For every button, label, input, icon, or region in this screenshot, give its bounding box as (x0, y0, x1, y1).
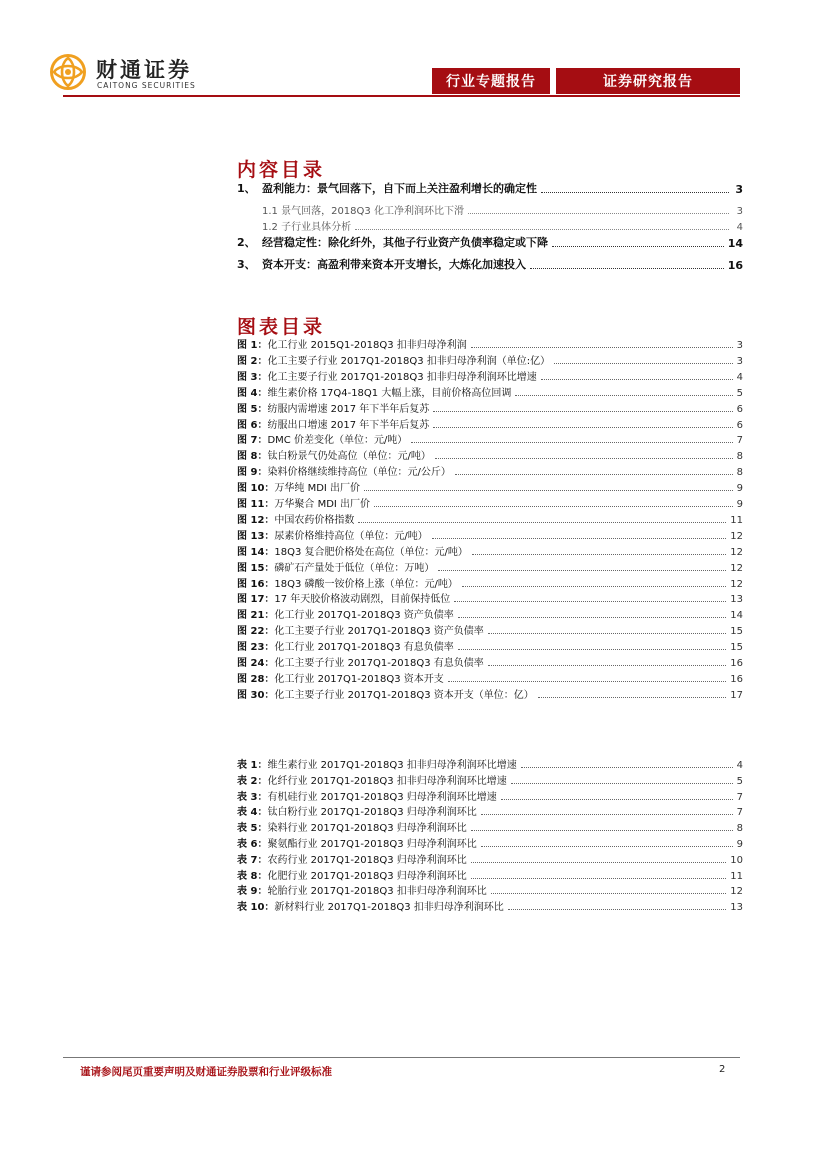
toc-title: 内容目录 (237, 159, 326, 181)
toc-item[interactable] (237, 234, 743, 250)
list-item[interactable] (237, 773, 743, 787)
item-label: 图 2： (237, 355, 268, 367)
item-label: 图 4： (237, 387, 268, 399)
item-page: 16 (730, 658, 743, 669)
list-leader (458, 649, 727, 650)
toc-item-page: 4 (736, 222, 743, 233)
list-item[interactable] (237, 836, 743, 850)
item-title: 农药行业 2017Q1-2018Q3 归母净利润环比 (267, 854, 467, 866)
item-label: 表 7： (237, 854, 268, 866)
item-page: 9 (736, 839, 743, 850)
header-tags (432, 68, 740, 94)
item-page: 15 (730, 642, 743, 654)
item-label: 图 8： (237, 451, 268, 463)
list-leader (448, 681, 727, 682)
list-item[interactable] (237, 607, 743, 621)
item-title: DMC 价差变化（单位：元/吨） (267, 435, 408, 447)
list-leader (471, 347, 733, 348)
item-title: 化工主要子行业 2017Q1-2018Q3 资本开支（单位：亿） (274, 689, 534, 701)
list-leader (511, 783, 733, 784)
item-page: 12 (730, 886, 743, 898)
toc-item-page: 3 (736, 206, 743, 217)
list-leader (515, 395, 732, 396)
list-leader (454, 601, 726, 602)
list-leader (435, 458, 733, 459)
list-item[interactable] (237, 639, 743, 653)
toc-item-text: 资本开支：高盈利带来资本开支增长，大炼化加速投入 (262, 258, 526, 271)
item-page: 9 (736, 483, 743, 495)
list-leader (508, 909, 727, 910)
list-leader (455, 474, 733, 475)
toc-item-number: 1、 (237, 182, 256, 195)
item-page: 7 (736, 435, 743, 447)
list-leader (538, 697, 727, 698)
list-item[interactable] (237, 789, 743, 803)
list-item[interactable] (237, 401, 743, 415)
list-leader (491, 893, 726, 894)
item-title: 有机硅行业 2017Q1-2018Q3 归母净利润环比增速 (267, 791, 497, 803)
item-label: 图 7： (237, 435, 268, 447)
report-type-tag: 行业专题报告 (432, 68, 550, 94)
item-page: 12 (730, 562, 743, 574)
list-item[interactable] (237, 512, 743, 526)
item-title: 化工行业 2017Q1-2018Q3 资本开支 (274, 673, 444, 685)
item-title: 钛白粉景气仍处高位（单位：元/吨） (267, 451, 431, 463)
item-label: 图 17： (237, 594, 275, 606)
item-label: 图 9： (237, 467, 268, 479)
list-item[interactable] (237, 576, 743, 590)
toc-item-text: 1.2 子行业具体分析 (262, 222, 352, 233)
item-label: 表 4： (237, 807, 268, 819)
item-label: 图 3： (237, 371, 268, 383)
footer-disclaimer: 谨请参阅尾页重要声明及财通证券股票和行业评级标准 (80, 1066, 332, 1078)
caitong-logo-icon (50, 54, 86, 90)
item-page: 13 (730, 902, 743, 914)
list-item[interactable] (237, 464, 743, 478)
item-page: 4 (736, 760, 743, 771)
item-label: 图 14： (237, 546, 275, 558)
list-leader (481, 846, 733, 847)
item-page: 8 (736, 823, 743, 835)
item-label: 表 2： (237, 775, 268, 787)
list-leader (471, 878, 726, 879)
item-title: 维生素价格 17Q4-18Q1 大幅上涨，目前价格高位回调 (267, 387, 512, 399)
toc-item-text: 盈利能力：景气回落下，自下而上关注盈利增长的确定性 (262, 182, 537, 195)
list-item[interactable] (237, 655, 743, 669)
logo-chinese-name: 财通证券 (96, 57, 192, 82)
list-item[interactable] (237, 337, 743, 351)
item-label: 表 9： (237, 886, 268, 898)
toc-leader (541, 192, 729, 193)
item-title: 化工主要子行业 2017Q1-2018Q3 资产负债率 (274, 626, 484, 638)
list-leader (433, 411, 732, 412)
list-leader (462, 586, 726, 587)
list-leader (472, 554, 726, 555)
item-label: 图 24： (237, 658, 275, 669)
item-label: 表 8： (237, 870, 268, 882)
item-label: 图 28： (237, 673, 275, 685)
item-title: 化纤行业 2017Q1-2018Q3 扣非归母净利润环比增速 (267, 775, 507, 787)
toc-item-text: 1.1 景气回落，2018Q3 化工净利润环比下滑 (262, 206, 464, 217)
item-title: 磷矿石产量处于低位（单位：万吨） (274, 562, 435, 574)
item-title: 新材料行业 2017Q1-2018Q3 扣非归母净利润环比 (274, 902, 504, 914)
toc-leader (530, 268, 724, 269)
list-item[interactable] (237, 369, 743, 383)
item-label: 图 6： (237, 419, 268, 431)
item-title: 化工主要子行业 2017Q1-2018Q3 扣非归母净利润（单位:亿） (267, 355, 551, 367)
header-divider (63, 95, 740, 97)
list-item[interactable] (237, 852, 743, 866)
list-item[interactable] (237, 883, 743, 897)
toc-item[interactable] (237, 256, 743, 272)
item-label: 表 6： (237, 839, 268, 850)
item-label: 表 10： (237, 902, 275, 914)
list-item[interactable] (237, 353, 743, 367)
list-leader (554, 363, 732, 364)
list-item[interactable] (237, 417, 743, 431)
page-number: 2 (719, 1064, 726, 1075)
item-title: 化工主要子行业 2017Q1-2018Q3 有息负债率 (274, 658, 484, 669)
list-item[interactable] (237, 868, 743, 882)
item-title: 尿素价格维持高位（单位：元/吨） (274, 530, 428, 542)
list-leader (488, 665, 727, 666)
list-item[interactable] (237, 496, 743, 510)
toc-leader (552, 246, 724, 247)
item-page: 13 (730, 594, 743, 606)
list-leader (501, 799, 733, 800)
toc-item-page: 14 (727, 237, 743, 250)
item-page: 9 (736, 499, 743, 510)
item-label: 表 5： (237, 823, 268, 835)
list-item[interactable] (237, 757, 743, 771)
item-title: 万华纯 MDI 出厂价 (274, 483, 361, 495)
item-title: 染料价格继续维持高位（单位：元/公斤） (267, 467, 451, 479)
item-page: 11 (730, 514, 743, 526)
list-item[interactable] (237, 448, 743, 462)
item-page: 17 (730, 689, 743, 701)
item-page: 5 (736, 775, 743, 787)
item-label: 图 23： (237, 642, 275, 654)
list-item[interactable] (237, 671, 743, 685)
item-label: 图 5： (237, 403, 268, 415)
item-label: 图 16： (237, 578, 275, 590)
list-item[interactable] (237, 528, 743, 542)
list-item[interactable] (237, 687, 743, 701)
item-label: 图 30： (237, 689, 275, 701)
toc-item-number: 2、 (237, 236, 256, 249)
list-leader (411, 442, 732, 443)
item-title: 化工行业 2015Q1-2018Q3 扣非归母净利润 (267, 340, 467, 351)
item-title: 维生素行业 2017Q1-2018Q3 扣非归母净利润环比增速 (267, 760, 517, 771)
item-title: 化肥行业 2017Q1-2018Q3 归母净利润环比 (267, 870, 467, 882)
list-leader (541, 379, 733, 380)
item-title: 化工主要子行业 2017Q1-2018Q3 扣非归母净利润环比增速 (267, 371, 537, 383)
toc-subitem[interactable] (262, 203, 743, 217)
list-item[interactable] (237, 591, 743, 605)
item-page: 12 (730, 530, 743, 542)
footer-divider (63, 1057, 740, 1058)
list-leader (481, 814, 733, 815)
toc-leader (355, 229, 729, 230)
toc-subitem[interactable] (262, 219, 743, 233)
item-label: 表 3： (237, 791, 268, 803)
item-label: 图 1： (237, 340, 268, 351)
item-label: 图 13： (237, 530, 275, 542)
item-label: 图 11： (237, 499, 275, 510)
item-page: 5 (736, 387, 743, 399)
item-page: 7 (736, 791, 743, 803)
item-title: 化工行业 2017Q1-2018Q3 有息负债率 (274, 642, 454, 654)
item-page: 4 (736, 371, 743, 383)
item-title: 聚氨酯行业 2017Q1-2018Q3 归母净利润环比 (267, 839, 477, 850)
toc-item-number: 3、 (237, 258, 256, 271)
list-leader (458, 617, 727, 618)
item-page: 3 (736, 355, 743, 367)
item-title: 钛白粉行业 2017Q1-2018Q3 归母净利润环比 (267, 807, 477, 819)
list-item[interactable] (237, 804, 743, 818)
item-label: 表 1： (237, 760, 268, 771)
item-page: 10 (730, 854, 743, 866)
item-title: 轮胎行业 2017Q1-2018Q3 扣非归母净利润环比 (267, 886, 487, 898)
item-title: 18Q3 磷酸一铵价格上涨（单位：元/吨） (274, 578, 458, 590)
item-label: 图 15： (237, 562, 275, 574)
item-page: 12 (730, 546, 743, 558)
toc-item[interactable] (237, 180, 743, 196)
item-label: 图 10： (237, 483, 275, 495)
list-leader (471, 830, 733, 831)
item-page: 15 (730, 626, 743, 638)
logo-english-name: CAITONG SECURITIES (97, 81, 196, 90)
item-title: 染料行业 2017Q1-2018Q3 归母净利润环比 (267, 823, 467, 835)
item-label: 图 21： (237, 610, 275, 622)
item-title: 中国农药价格指数 (274, 514, 355, 526)
figure-list-title: 图表目录 (237, 316, 326, 338)
toc-item-text: 经营稳定性：除化纤外，其他子行业资产负债率稳定或下降 (262, 236, 548, 249)
list-leader (432, 538, 726, 539)
list-item[interactable] (237, 560, 743, 574)
item-page: 7 (736, 807, 743, 819)
list-leader (521, 767, 733, 768)
item-page: 6 (736, 419, 743, 431)
toc-leader (468, 213, 729, 214)
item-label: 图 12： (237, 514, 275, 526)
list-item[interactable] (237, 820, 743, 834)
list-item[interactable] (237, 432, 743, 446)
list-item[interactable] (237, 623, 743, 637)
toc-item-page: 3 (735, 183, 743, 196)
item-title: 万华聚合 MDI 出厂价 (274, 499, 371, 510)
list-leader (374, 506, 733, 507)
item-page: 16 (730, 673, 743, 685)
report-category-tag: 证券研究报告 (556, 68, 740, 94)
item-page: 6 (736, 403, 743, 415)
list-item[interactable] (237, 899, 743, 913)
list-leader (488, 633, 727, 634)
list-item[interactable] (237, 385, 743, 399)
list-leader (438, 570, 726, 571)
list-leader (433, 427, 732, 428)
item-title: 化工行业 2017Q1-2018Q3 资产负债率 (274, 610, 454, 622)
item-page: 11 (730, 870, 743, 882)
item-title: 17 年天胶价格波动剧烈，目前保持低位 (274, 594, 451, 606)
list-item[interactable] (237, 480, 743, 494)
toc-item-page: 16 (727, 259, 743, 272)
item-page: 14 (730, 610, 743, 622)
item-label: 图 22： (237, 626, 275, 638)
list-leader (358, 522, 726, 523)
item-title: 18Q3 复合肥价格处在高位（单位：元/吨） (274, 546, 468, 558)
item-page: 8 (736, 451, 743, 463)
item-page: 8 (736, 467, 743, 479)
item-page: 12 (730, 578, 743, 590)
item-title: 纺服内需增速 2017 年下半年后复苏 (267, 403, 430, 415)
item-title: 纺服出口增速 2017 年下半年后复苏 (267, 419, 430, 431)
list-leader (471, 862, 726, 863)
item-page: 3 (736, 340, 743, 351)
list-leader (364, 490, 733, 491)
list-item[interactable] (237, 544, 743, 558)
